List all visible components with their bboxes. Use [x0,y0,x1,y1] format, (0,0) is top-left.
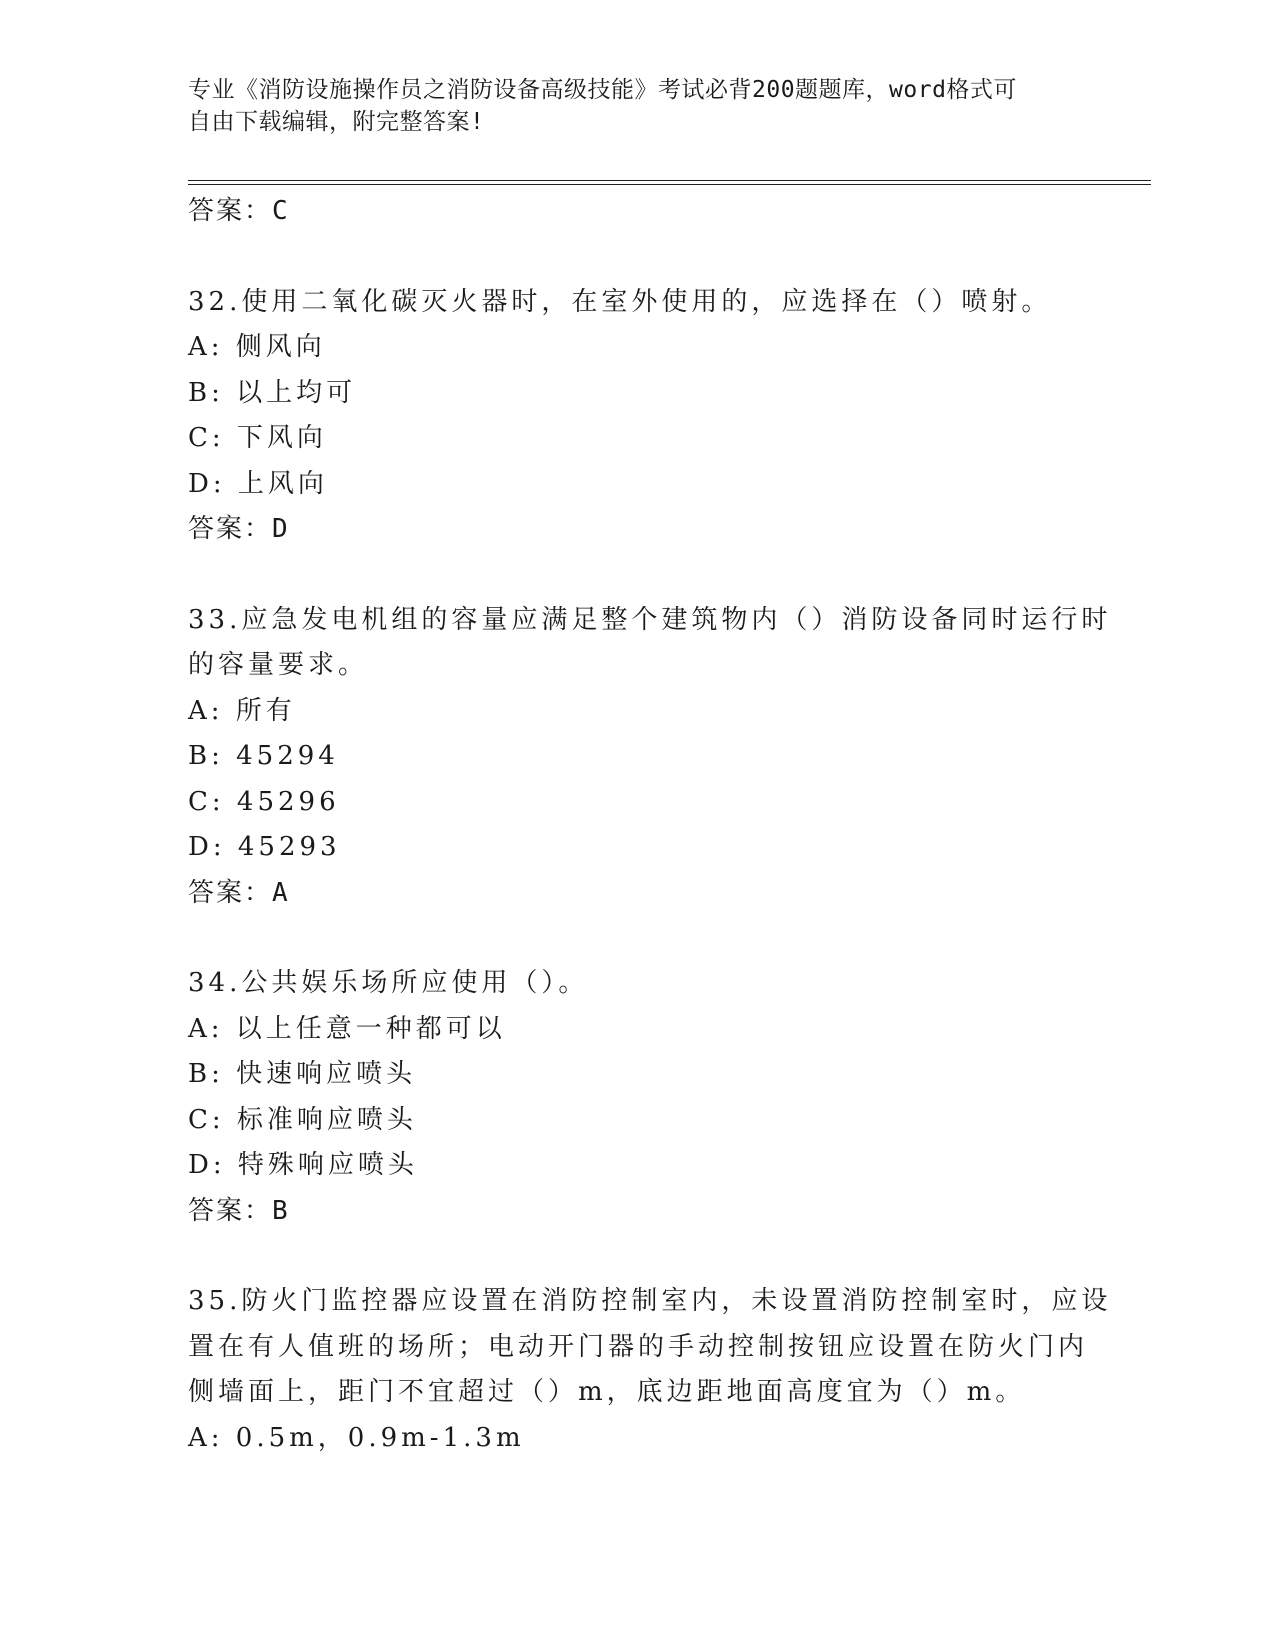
option-d: D: 特殊响应喷头 [188,1150,418,1180]
question-32 [188,280,1088,553]
spacer [188,916,1088,961]
option-a: A: 以上任意一种都可以 [188,1013,506,1044]
spacer [188,1234,1088,1279]
question-stem-line-1: 35.防火门监控器应设置在消防控制室内，未设置消防控制室时，应设 [188,1286,1112,1316]
option-b: B: 45294 [188,741,339,771]
option-c: C: 标准响应喷头 [188,1104,417,1135]
answer-line: 答案：B [188,1195,290,1226]
answer-line: 答案：D [188,514,290,544]
question-stem-line-1: 33.应急发电机组的容量应满足整个建筑物内（）消防设备同时运行时 [188,604,1112,635]
document-header [188,74,1068,138]
question-stem-line-3: 侧墙面上，距门不宜超过（）m，底边距地面高度宜为（）m。 [188,1377,1026,1407]
answer-line: 答案：A [188,877,290,908]
option-a: A: 侧风向 [188,332,326,362]
option-a: A: 0.5m，0.9m-1.3m [188,1422,525,1453]
question-stem-line-2: 的容量要求。 [188,650,369,680]
question-35 [188,1279,1112,1461]
question-list [188,189,1112,1461]
option-b: B: 快速响应喷头 [188,1059,417,1089]
spacer [188,553,1088,598]
option-d: D: 45293 [188,832,341,862]
header-line-2: 自由下载编辑，附完整答案! [188,109,485,135]
option-b: B: 以上均可 [188,377,357,408]
question-33 [188,598,1112,917]
question-34 [188,961,1088,1234]
header-divider-bottom [188,184,1151,185]
header-divider-top [188,180,1151,181]
spacer [188,235,1088,280]
option-a: A: 所有 [188,695,296,726]
question-stem: 32.使用二氧化碳灭火器时，在室外使用的，应选择在（）喷射。 [188,286,1052,317]
question-stem-line-2: 置在有人值班的场所；电动开门器的手动控制按钮应设置在防火门内 [188,1331,1089,1362]
option-d: D: 上风向 [188,468,328,499]
question-stem: 34.公共娱乐场所应使用（）。 [188,968,589,998]
header-line-1: 专业《消防设施操作员之消防设备高级技能》考试必背200题题库，word格式可 [188,77,1017,103]
option-c: C: 45296 [188,786,340,817]
previous-answer: 答案：C [188,196,290,226]
option-c: C: 下风向 [188,423,327,453]
